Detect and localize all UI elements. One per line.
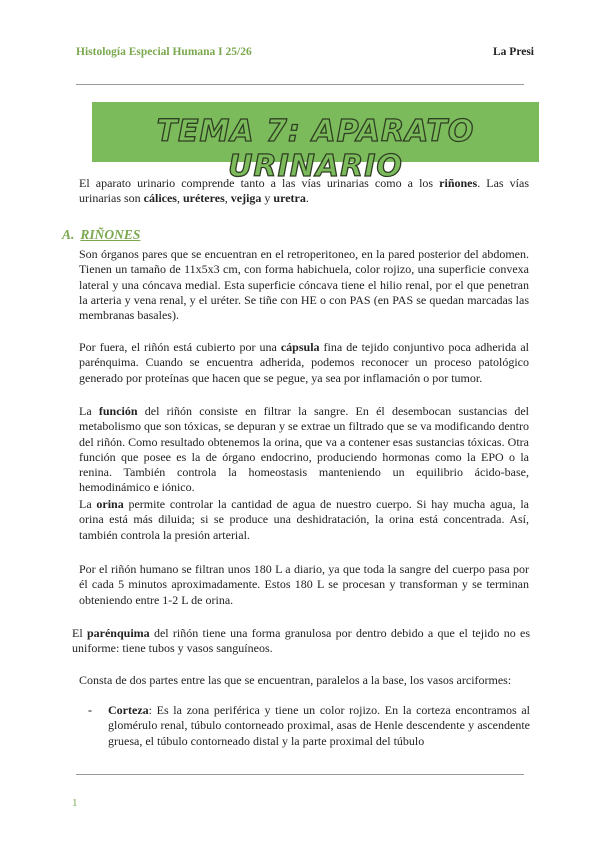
paragraph-location: Son órganos pares que se encuentran en el retroperitoneo, en la pared posterior del abdomen. Tienen un tamaño de 11x5x3 cm, con forma habichuela, color rojizo, una superficie convexa lateral y una cóncava medial. Esta superficie cóncava tiene el hilio renal, por el que penetran la arteria y vena renal, y el uréter. Se tiñe con HE o con PAS (en PAS se quedan marcadas las membranas basales).	[79, 247, 529, 323]
term-parenquima: parénquima	[86, 626, 150, 640]
term-rinones: riñones	[439, 176, 478, 190]
term-capsula: cápsula	[280, 340, 320, 354]
page-number: 1	[72, 797, 78, 809]
paragraph-parenchyma: El parénquima del riñón tiene una forma granulosa por dentro debido a que el tejido no es uniforme: tiene tubos y vasos sanguíneos.	[72, 626, 530, 656]
term-uretra: uretra	[273, 191, 306, 206]
term-vejiga: vejiga	[230, 191, 262, 206]
section-heading	[62, 227, 140, 243]
header-divider	[76, 84, 524, 85]
footer-divider	[76, 774, 524, 775]
paragraph-function: La función del riñón consiste en filtrar la sangre. En él desembocan sustancias del metabolismo que son tóxicas, se depuran y se extrae un filtrado que se va modificando dentro del riñón. Como resultado obtenemos la orina, que va a contener esas sustancias tóxicas. Otra función que posee es la de órgano endocrino, produciendo hormonas como la EPO o la renina. También controla la homeostasis manteniendo un equilibrio ácido-base, hemodinámico e iónico.	[79, 404, 530, 495]
list-item-cortex: Corteza: Es la zona periférica y tiene un color rojizo. En la corteza encontramos al glomérulo renal, túbulo contorneado proximal, asas de Henle descendente y ascendente gruesa, el túbulo contorneado distal y la parte proximal del túbulo	[108, 703, 530, 748]
term-funcion: función	[98, 404, 138, 418]
header-author: La Presi	[493, 46, 534, 58]
section-title: RIÑONES	[80, 227, 141, 242]
paragraph-urine: La orina permite controlar la cantidad de agua de nuestro cuerpo. Si hay mucha agua, la orina está más diluida; si se produce una deshidratación, la orina está concentrada. Así, también controla la presión arterial.	[79, 497, 530, 542]
paragraph-capsule: Por fuera, el riñón está cubierto por una cápsula fina de tejido conjuntivo poca adherida al parénquima. Cuando se encuentra adherida, podemos reconocer un proceso patológico generado por proteínas que hacen que se pegue, ya sea por inflamación o por tumor.	[79, 340, 529, 385]
intro-paragraph: El aparato urinario comprende tanto a las vías urinarias como a los riñones. Las vías urinarias son cálices, uréteres, vejiga y uretra.	[79, 176, 529, 206]
term-orina: orina	[96, 497, 124, 511]
term-ureteres: uréteres	[182, 191, 225, 206]
paragraph-filtration: Por el riñón humano se filtran unos 180 L a diario, ya que toda la sangre del cuerpo pasa por él cada 5 minutos aproximadamente. Estos 180 L se procesan y transforman y se terminan obteniendo entre 1-2 L de orina.	[79, 562, 529, 607]
list-bullet: -	[88, 703, 92, 717]
header-course-title: Histología Especial Humana I 25/26	[76, 46, 252, 58]
term-calices: cálices	[143, 191, 177, 206]
term-corteza: Corteza	[108, 703, 149, 717]
banner-title: TEMA 7: APARATO URINARIO	[156, 114, 475, 184]
paragraph-parts: Consta de dos partes entre las que se encuentran, paralelos a la base, los vasos arciformes:	[79, 673, 512, 687]
section-letter: A.	[62, 227, 75, 242]
